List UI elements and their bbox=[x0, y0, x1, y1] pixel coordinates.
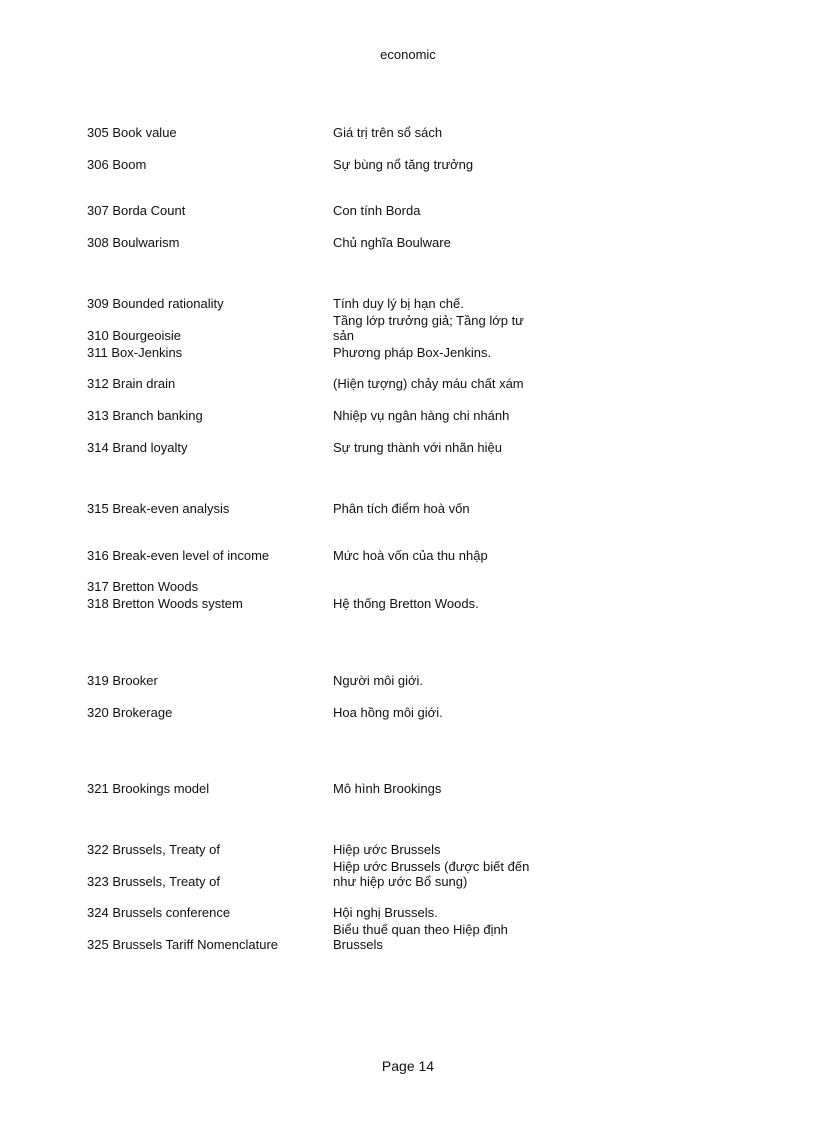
entry-term bbox=[87, 596, 327, 611]
entry-term-text: Book value bbox=[112, 125, 177, 140]
entry-term-text: Brussels, Treaty of bbox=[112, 874, 220, 889]
entry-term bbox=[87, 705, 327, 720]
entry-translation: Phân tích điểm hoà vốn bbox=[333, 501, 470, 516]
entry-translation: Mức hoà vốn của thu nhập bbox=[333, 548, 488, 563]
entry-term bbox=[87, 579, 327, 594]
entry-term-text: Bounded rationality bbox=[112, 296, 224, 311]
entry-translation: Nhiệp vụ ngân hàng chi nhánh bbox=[333, 408, 510, 423]
entry-number: 321 bbox=[87, 781, 109, 796]
entry-term-text: Branch banking bbox=[112, 408, 203, 423]
entry-term bbox=[87, 328, 327, 343]
entry-translation: Phương pháp Box-Jenkins. bbox=[333, 345, 492, 360]
entry-term bbox=[87, 937, 327, 952]
entry-translation: Hệ thống Bretton Woods. bbox=[333, 596, 479, 611]
entry-number: 316 bbox=[87, 548, 109, 563]
entry-number: 311 bbox=[87, 345, 108, 360]
entry-term-text: Brookings model bbox=[112, 781, 210, 796]
entry-number: 319 bbox=[87, 673, 109, 688]
entry-translation: Hiệp ước Brussels bbox=[333, 842, 441, 857]
entry-number: 307 bbox=[87, 203, 109, 218]
entry-term-text: Bretton Woods bbox=[112, 579, 199, 594]
entry-number: 318 bbox=[87, 596, 109, 611]
entry-term-text: Bourgeoisie bbox=[112, 328, 181, 343]
entry-term-text: Bretton Woods system bbox=[112, 596, 243, 611]
entry-translation: (Hiện tượng) chảy máu chất xám bbox=[333, 376, 524, 391]
entry-translation: Giá trị trên sổ sách bbox=[333, 125, 443, 140]
entry-number: 323 bbox=[87, 874, 109, 889]
entry-number: 317 bbox=[87, 579, 109, 594]
entry-term-text: Brussels conference bbox=[112, 905, 231, 920]
entry-number: 308 bbox=[87, 235, 109, 250]
entry-number: 324 bbox=[87, 905, 109, 920]
entry-term bbox=[87, 673, 327, 688]
page-footer: Page 14 bbox=[381, 1058, 435, 1074]
entry-term bbox=[87, 842, 327, 857]
entry-term-text: Boulwarism bbox=[112, 235, 180, 250]
entry-term bbox=[87, 296, 327, 311]
entry-number: 325 bbox=[87, 937, 109, 952]
entry-translation: Hiệp ước Brussels (được biết đến như hiệp ước Bổ sung) bbox=[333, 859, 530, 889]
entry-term bbox=[87, 501, 327, 516]
entry-translation: Sự trung thành với nhãn hiệu bbox=[333, 440, 503, 455]
entry-term-text: Brokerage bbox=[112, 705, 173, 720]
entry-number: 310 bbox=[87, 328, 109, 343]
entry-translation: Chủ nghĩa Boulware bbox=[333, 235, 451, 250]
entry-term-text: Borda Count bbox=[112, 203, 186, 218]
entry-translation: Mô hình Brookings bbox=[333, 781, 442, 796]
entry-term-text: Brooker bbox=[112, 673, 158, 688]
entry-term bbox=[87, 548, 327, 563]
entry-number: 313 bbox=[87, 408, 109, 423]
entry-translation: Hoa hồng môi giới. bbox=[333, 705, 443, 720]
entry-term bbox=[87, 874, 327, 889]
entry-number: 305 bbox=[87, 125, 109, 140]
entry-term bbox=[87, 235, 327, 250]
entry-term bbox=[87, 408, 327, 423]
page-header: economic bbox=[380, 47, 436, 62]
entry-number: 320 bbox=[87, 705, 109, 720]
entry-term-text: Brand loyalty bbox=[112, 440, 188, 455]
entry-term bbox=[87, 781, 327, 796]
entry-translation: Tính duy lý bị hạn chế. bbox=[333, 296, 464, 311]
entry-number: 315 bbox=[87, 501, 109, 516]
entry-number: 314 bbox=[87, 440, 109, 455]
entry-translation: Người môi giới. bbox=[333, 673, 424, 688]
entry-translation: Sự bùng nổ tăng trưởng bbox=[333, 157, 474, 172]
entry-term-text: Break-even analysis bbox=[112, 501, 230, 516]
entry-term bbox=[87, 345, 327, 360]
entry-translation: Con tính Borda bbox=[333, 203, 421, 218]
entry-term-text: Brussels Tariff Nomenclature bbox=[112, 937, 279, 952]
entry-term bbox=[87, 905, 327, 920]
entry-term-text: Brussels, Treaty of bbox=[112, 842, 220, 857]
entry-term-text: Boom bbox=[112, 157, 147, 172]
entry-number: 309 bbox=[87, 296, 109, 311]
entry-term bbox=[87, 157, 327, 172]
entry-term bbox=[87, 440, 327, 455]
entry-number: 306 bbox=[87, 157, 109, 172]
entry-number: 322 bbox=[87, 842, 109, 857]
entry-term-text: Brain drain bbox=[112, 376, 176, 391]
entry-term bbox=[87, 203, 327, 218]
entry-term-text: Break-even level of income bbox=[112, 548, 270, 563]
entry-translation: Hội nghị Brussels. bbox=[333, 905, 438, 920]
entry-translation: Tầng lớp trưởng giả; Tầng lớp tư sản bbox=[333, 313, 524, 343]
entry-term bbox=[87, 376, 327, 391]
entry-term-text: Box-Jenkins bbox=[111, 345, 183, 360]
entry-number: 312 bbox=[87, 376, 109, 391]
entry-term bbox=[87, 125, 327, 140]
entry-translation: Biểu thuế quan theo Hiệp định Brussels bbox=[333, 922, 508, 952]
